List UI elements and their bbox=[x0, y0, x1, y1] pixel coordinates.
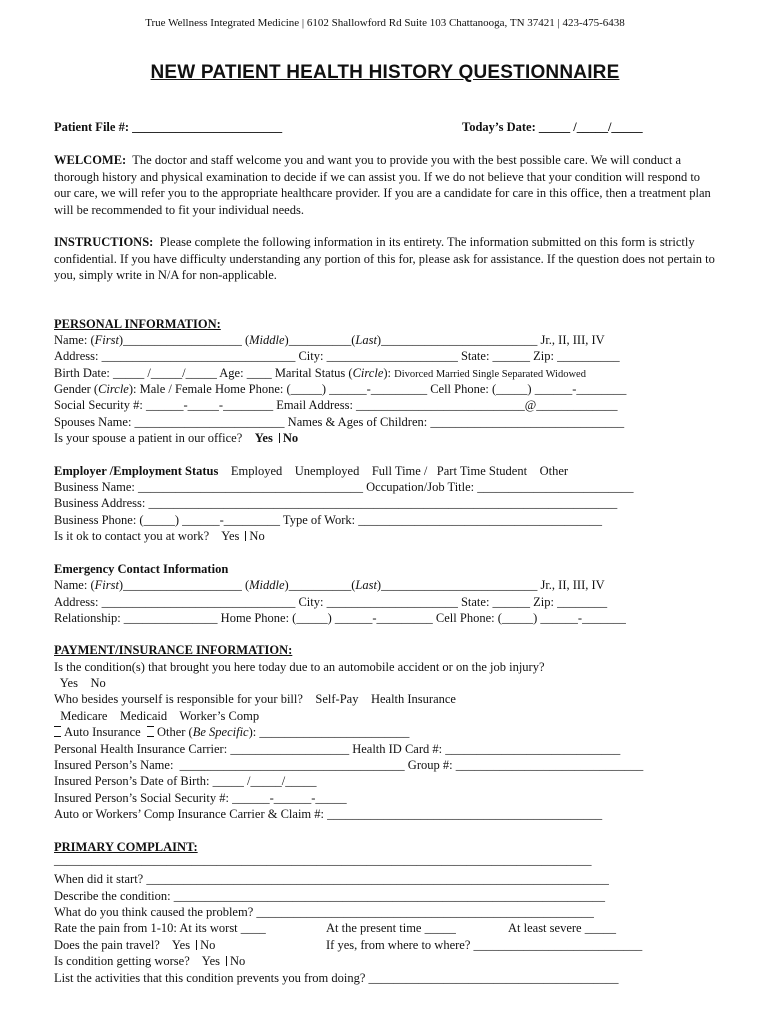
gender-label: Gender ( bbox=[54, 382, 99, 396]
responsible-options[interactable]: Medicare Medicaid Worker’s Comp bbox=[54, 709, 260, 723]
separator-icon bbox=[196, 940, 197, 950]
auto-insurance-checkbox-icon[interactable] bbox=[54, 726, 61, 737]
first-label: First bbox=[94, 333, 119, 347]
contact-ok-label: Is it ok to contact you at work? bbox=[54, 529, 210, 543]
auto-insurance-label: Auto Insurance bbox=[64, 725, 141, 739]
name-blank-3: )_________________________ Jr., II, III, IV bbox=[376, 333, 605, 347]
accident-question: Is the condition(s) that brought you here today due to an automobile accident or on the job injury? bbox=[54, 660, 545, 674]
contact-ok-yes[interactable]: Yes bbox=[221, 529, 240, 543]
emergency-name-blank-2: )__________( bbox=[284, 578, 356, 592]
gender-phone-blanks: ): Male / Female Home Phone: (_____) ______-_________ Cell Phone: (_____) ______-________ bbox=[128, 382, 627, 396]
other-checkbox-icon[interactable] bbox=[147, 726, 154, 737]
middle-label: Middle bbox=[249, 333, 285, 347]
travel-label: Does the pain travel? bbox=[54, 938, 160, 952]
spouse-patient-yes[interactable]: Yes bbox=[254, 431, 273, 445]
pain-worst-field[interactable]: Rate the pain from 1-10: At its worst ____ bbox=[54, 921, 266, 935]
welcome-text: The doctor and staff welcome you and want you to provide you with the best possible care. We will conduct a thorough history and physical examination to decide if we can assist you. If we do not believe that your condition will respond to our care, we will refer you to the appropriate healthcare provider. If you are a candidate for care in this office, then a treatment plan will be recommended to fit your individual needs. bbox=[54, 153, 711, 217]
complaint-heading: PRIMARY COMPLAINT: bbox=[54, 840, 198, 854]
emergency-name-field[interactable] bbox=[54, 577, 605, 594]
start-field[interactable]: When did it start? __________________________________________________________________________ bbox=[54, 872, 609, 886]
insurance-carrier-field[interactable]: Personal Health Insurance Carrier: ___________________ Health ID Card #: ____________________________ bbox=[54, 742, 621, 756]
employment-options[interactable]: Employed Unemployed Full Time / Part Time Student Other bbox=[230, 464, 569, 478]
welcome-paragraph bbox=[54, 152, 716, 218]
travel-yes[interactable]: Yes bbox=[171, 938, 191, 952]
pain-present-field[interactable]: At the present time _____ bbox=[326, 921, 456, 935]
instructions-label: INSTRUCTIONS: bbox=[54, 235, 154, 249]
gender-phone-field[interactable] bbox=[54, 381, 626, 398]
employment-status-row bbox=[54, 463, 568, 480]
instructions-paragraph bbox=[54, 234, 716, 284]
last-label: Last bbox=[355, 333, 377, 347]
emergency-first-label: First bbox=[94, 578, 119, 592]
todays-date-field[interactable]: Today’s Date: _____ /_____/_____ bbox=[462, 120, 643, 134]
insured-name-field[interactable]: Insured Person’s Name: ____________________________________ Group #: ______________________________ bbox=[54, 758, 644, 772]
emergency-relationship-field[interactable]: Relationship: _______________ Home Phone: (_____) ______-_________ Cell Phone: (_____) ______-_______ bbox=[54, 611, 626, 625]
patient-file-field[interactable]: Patient File #: ________________________ bbox=[54, 120, 283, 134]
welcome-label: WELCOME: bbox=[54, 153, 127, 167]
other-label: Other ( bbox=[156, 725, 193, 739]
employment-heading: Employer /Employment Status bbox=[54, 464, 219, 478]
pain-least-field[interactable]: At least severe _____ bbox=[508, 921, 616, 935]
name-label: Name: ( bbox=[54, 333, 95, 347]
emergency-name-blank-3: )_________________________ Jr., II, III, IV bbox=[376, 578, 605, 592]
emergency-name-label: Name: ( bbox=[54, 578, 95, 592]
worse-yes[interactable]: Yes bbox=[201, 954, 220, 968]
cause-field[interactable]: What do you think caused the problem? ______________________________________________________ bbox=[54, 905, 594, 919]
gender-circle-label: Circle bbox=[98, 382, 129, 396]
auto-other-row[interactable] bbox=[54, 724, 409, 741]
marital-colon: ): bbox=[383, 366, 395, 380]
contact-ok-no[interactable]: No bbox=[249, 529, 265, 543]
travel-where-field[interactable]: If yes, from where to where? ___________________________ bbox=[326, 938, 643, 952]
claim-field[interactable]: Auto or Workers’ Comp Insurance Carrier & Claim #: ____________________________________________ bbox=[54, 807, 603, 821]
separator-icon bbox=[245, 531, 246, 541]
business-name-field[interactable]: Business Name: ____________________________________ Occupation/Job Title: _________________________ bbox=[54, 480, 634, 494]
spouse-patient-no[interactable]: No bbox=[282, 431, 299, 445]
personal-info-heading: PERSONAL INFORMATION: bbox=[54, 317, 221, 331]
travel-question bbox=[54, 937, 215, 954]
payment-heading: PAYMENT/INSURANCE INFORMATION: bbox=[54, 643, 293, 657]
emergency-heading: Emergency Contact Information bbox=[54, 562, 229, 576]
describe-field[interactable]: Describe the condition: _____________________________________________________________________ bbox=[54, 889, 606, 903]
worse-label: Is condition getting worse? bbox=[54, 954, 190, 968]
contact-at-work-question bbox=[54, 528, 265, 545]
birth-date-label: Birth Date: _____ /_____/_____ Age: ____ Marital Status ( bbox=[54, 366, 353, 380]
business-phone-field[interactable]: Business Phone: (_____) ______-_________ Type of Work: _______________________________________ bbox=[54, 513, 602, 527]
complaint-blank-field[interactable]: ______________________________________________________________________________________ bbox=[54, 853, 592, 867]
spouse-patient-question bbox=[54, 430, 298, 447]
emergency-name-blank-1: )___________________ ( bbox=[118, 578, 250, 592]
instructions-text: Please complete the following information in its entirety. The information submitted on this form is strictly confidential. If you have difficulty understanding any portion of this for, please ask for assistance. If the question does not pertain to you, simply write in N/A for non-applicable. bbox=[54, 235, 715, 282]
emergency-middle-label: Middle bbox=[249, 578, 285, 592]
personal-address-field[interactable]: Address: _______________________________ City: _____________________ State: ______ Zip: __________ bbox=[54, 349, 620, 363]
emergency-address-field[interactable]: Address: _______________________________ City: _____________________ State: ______ Zip: ________ bbox=[54, 595, 608, 609]
worse-question bbox=[54, 953, 245, 970]
practice-header: True Wellness Integrated Medicine | 6102 Shallowford Rd Suite 103 Chattanooga, TN 37421 | 423-475-6438 bbox=[145, 17, 625, 29]
accident-options[interactable]: Yes No bbox=[54, 676, 106, 690]
ssn-email-field[interactable]: Social Security #: ______-_____-________ Email Address: ___________________________@_____________ bbox=[54, 398, 618, 412]
spouse-patient-label: Is your spouse a patient in our office? bbox=[54, 431, 243, 445]
circle-label: Circle bbox=[352, 366, 384, 380]
page-title: NEW PATIENT HEALTH HISTORY QUESTIONNAIRE bbox=[150, 62, 620, 83]
emergency-last-label: Last bbox=[355, 578, 377, 592]
worse-no[interactable]: No bbox=[230, 954, 246, 968]
activities-field[interactable]: List the activities that this condition prevents you from doing? ________________________________________ bbox=[54, 971, 619, 985]
spouse-children-field[interactable]: Spouses Name: ________________________ Names & Ages of Children: _______________________________ bbox=[54, 415, 625, 429]
name-blank-2: )__________( bbox=[284, 333, 356, 347]
pain-rating-row[interactable] bbox=[54, 920, 266, 937]
marital-options[interactable]: Divorced Married Single Separated Widowed bbox=[394, 369, 586, 380]
be-specific-label: Be Specific bbox=[192, 725, 249, 739]
insured-dob-field[interactable]: Insured Person’s Date of Birth: _____ /_____/_____ bbox=[54, 774, 317, 788]
insured-ssn-field[interactable]: Insured Person’s Social Security #: ______-______-_____ bbox=[54, 791, 347, 805]
other-blank: ): ________________________ bbox=[248, 725, 410, 739]
name-blank-1: )___________________ ( bbox=[118, 333, 250, 347]
business-address-field[interactable]: Business Address: ___________________________________________________________________________ bbox=[54, 496, 618, 510]
separator-icon bbox=[226, 956, 227, 966]
travel-no[interactable]: No bbox=[200, 938, 216, 952]
responsible-question[interactable]: Who besides yourself is responsible for your bill? Self-Pay Health Insurance bbox=[54, 692, 456, 706]
separator-icon bbox=[279, 433, 280, 443]
personal-name-field[interactable] bbox=[54, 332, 605, 349]
